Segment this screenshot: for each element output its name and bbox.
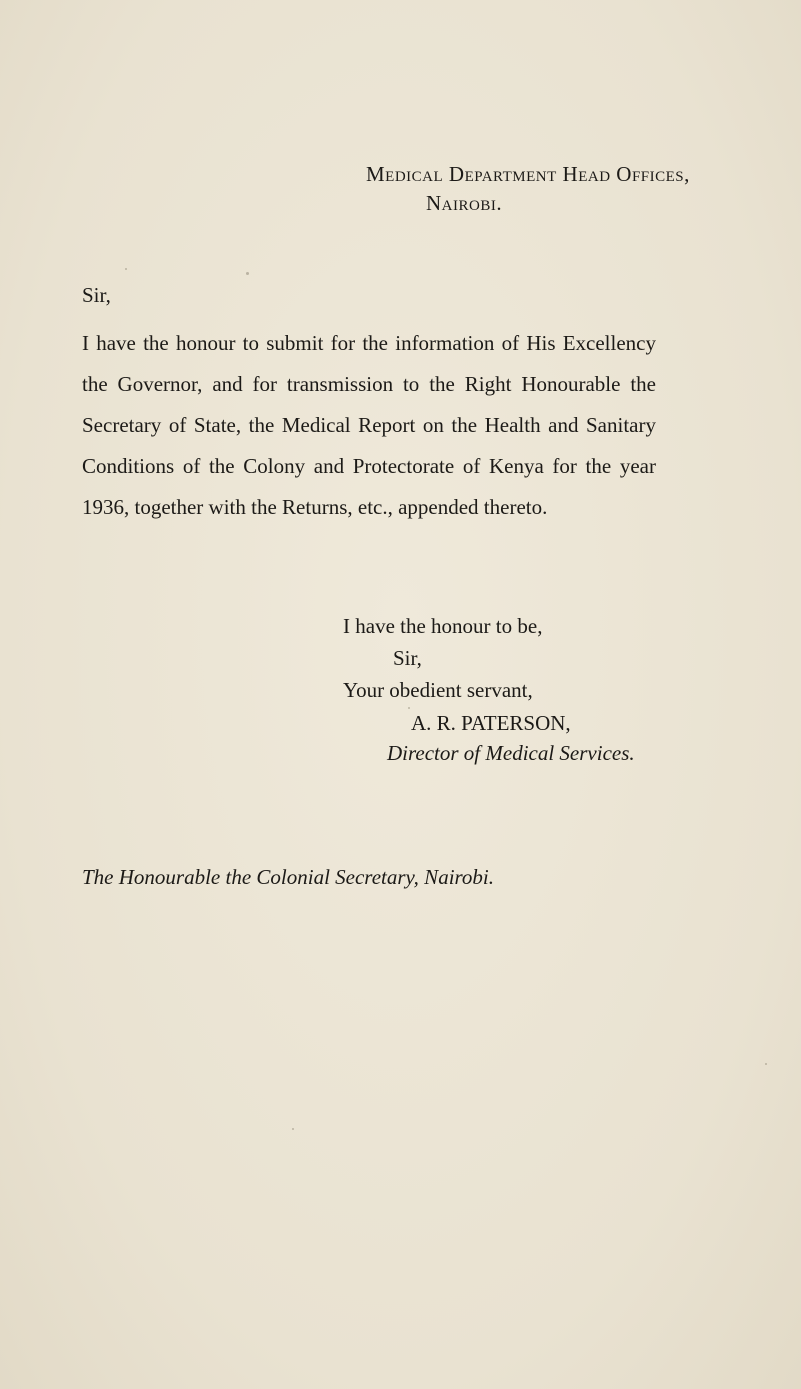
closing-line-3: Your obedient servant, [343,678,533,702]
closing-line-1: I have the honour to be, [343,614,543,638]
signatory-name: A. R. PATERSON, [411,711,571,735]
paper-speck [408,707,410,709]
letter-body: I have the honour to submit for the information of His Excellency the Governor, and for transmission to the Right Honourable the Secretary of State, the Medical Report on the Health and Sanitary Conditions of the Colony and Protectorate of Kenya for the year 1936, together with the Returns, etc., appended thereto. [82,331,656,519]
paper-speck [765,1063,767,1065]
letterhead-office: Medical Department Head Offices, [366,162,690,186]
paper-speck [125,268,127,270]
paper-speck [292,1128,294,1130]
addressee: The Honourable the Colonial Secretary, Nairobi. [82,865,495,889]
salutation: Sir, [82,283,111,307]
letterhead-city: Nairobi. [426,191,503,215]
signatory-title: Director of Medical Services. [387,741,635,765]
paper-speck [246,272,249,275]
closing-line-2: Sir, [393,646,422,670]
